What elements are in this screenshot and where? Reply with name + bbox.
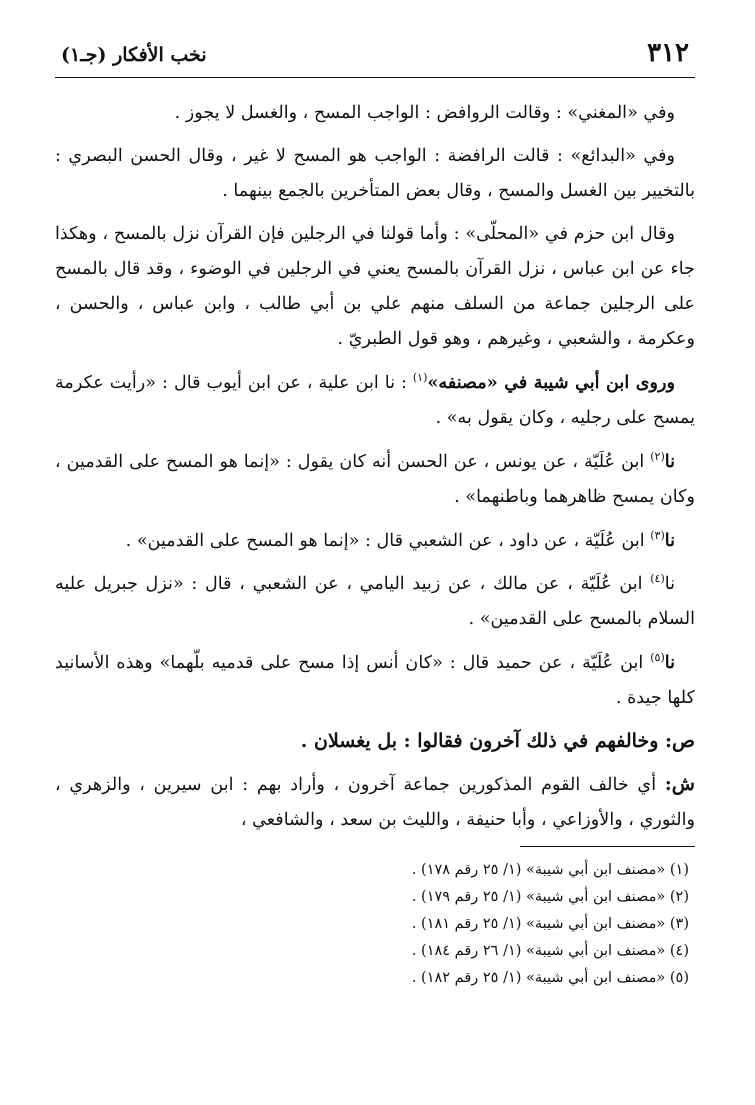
footnote-5: (٥) «مصنف ابن أبي شيبة» (١/ ٢٥ رقم ١٨٢) . [411,970,689,986]
page-header [55,38,695,78]
running-title: نخب الأفكار (جـ١) [61,44,207,66]
paragraph-lead: وروى ابن أبي شيبة في «مصنفه» [427,372,675,393]
footnote-ref-4: (٤) [650,572,665,586]
footnote-ref-3: (٣) [650,529,665,543]
paragraph-badai: وفي «البدائع» : قالت الرافضة : الواجب هو المسح لا غير ، وقال الحسن البصري : بالتخيير بين الغسل والمسح ، وقال بعض المتأخرين بالجمع بينهما . [55,146,695,201]
footnote-divider [520,846,695,847]
paragraph-narration-3 [55,523,695,559]
paragraph-text: ابن عُلَيّة ، عن يونس ، عن الحسن أنه كان يقول : «إنما هو المسح على القدمين ، وكان يمسح ظاهرهما وباطنهما» . [55,452,695,507]
paragraph-text: ابن عُلَيّة ، عن حميد قال : «كان أنس إذا مسح على قدميه بلّهما» وهذه الأسانيد كلها جيدة . [55,653,695,708]
paragraph-text: ابن عُلَيّة ، عن مالك ، عن زبيد اليامي ، عن الشعبي ، قال : «نزل جبريل عليه السلام بالمسح على القدمين» . [55,574,695,629]
book-page [55,38,695,1078]
sharh-text: أي خالف القوم المذكورين جماعة آخرون ، وأراد بهم : ابن سيرين ، والزهري ، والثوري ، والأوزاعي ، وأبا حنيفة ، والليث بن سعد ، والشافعي ، [55,775,695,830]
main-text [55,96,695,838]
paragraph-text: : نا ابن علية ، عن ابن أيوب قال : «رأيت عكرمة يمسح على رجليه ، وكان يقول به» . [55,373,695,428]
paragraph-lead: نا [664,530,675,551]
paragraph-ibn-hazm: وقال ابن حزم في «المحلّى» : وأما قولنا في الرجلين فإن القرآن نزل بالمسح ، وهكذا جاء عن ابن عباس ، نزل القرآن بالمسح يعني في الرجلين في الوضوء ، وقد قال بالمسح على الرجلين جماعة من السلف منهم علي بن أبي طالب ، وابن عباس ، والحسن ، وعكرمة ، والشعبي ، وغيرهم ، وهو قول الطبريّ . [55,224,695,349]
footnote-4: (٤) «مصنف ابن أبي شيبة» (١/ ٢٦ رقم ١٨٤) . [411,943,689,959]
footnotes [55,857,695,992]
footnote-2: (٢) «مصنف ابن أبي شيبة» (١/ ٢٥ رقم ١٧٩) . [411,889,689,905]
footnote-ref-2: (٢) [650,450,665,464]
footnote-1: (١) «مصنف ابن أبي شيبة» (١/ ٢٥ رقم ١٧٨) . [411,862,689,878]
page-number: ٣١٢ [647,38,689,68]
sharh-label: ش: [664,773,695,795]
sharh-paragraph [55,767,695,838]
paragraph-lead: نا [664,652,675,673]
footnote-ref-5: (٥) [650,651,665,665]
paragraph-narration-4 [55,567,695,637]
paragraph-narration-2 [55,444,695,515]
paragraph-narration-5 [55,645,695,716]
paragraph-mughni: وفي «المغني» : وقالت الروافض : الواجب المسح ، والغسل لا يجوز . [174,103,675,123]
paragraph-lead: نا [664,574,675,594]
footnote-3: (٣) «مصنف ابن أبي شيبة» (١/ ٢٥ رقم ١٨١) . [411,916,689,932]
paragraph-lead: نا [664,451,675,472]
paragraph-text: ابن عُلَيّة ، عن داود ، عن الشعبي قال : «إنما هو المسح على القدمين» . [125,531,651,551]
matn-heading: ص: وخالفهم في ذلك آخرون فقالوا : بل يغسلان . [300,730,695,752]
paragraph-ibn-abi-shaybah [55,365,695,436]
footnote-ref-1: (١) [412,371,428,385]
